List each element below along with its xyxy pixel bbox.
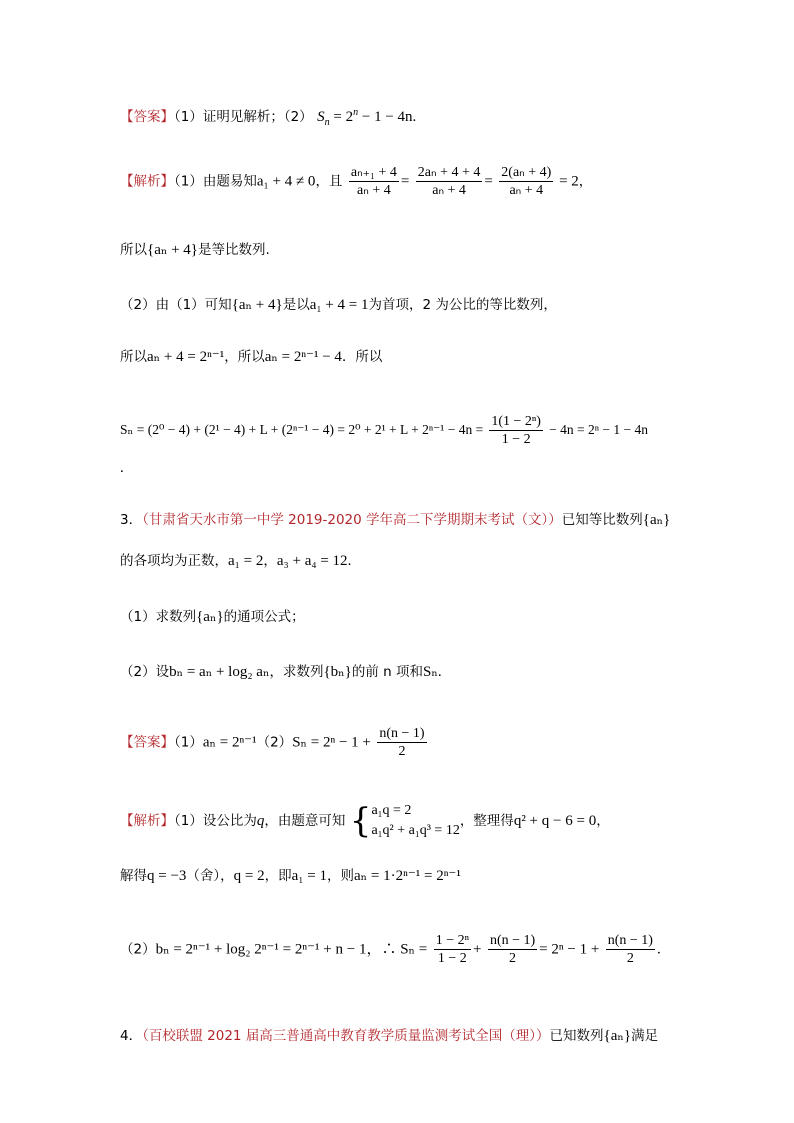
analysis-line-1: 【解析】（1）由题易知a₁ + 4 ≠ 0，且 $\frac{\text{aₙ₊₁ + 4}}{\text{aₙ + 4}}$ = $\frac{\text{2aₙ + 4 + 4}}{\text{aₙ + 4}}$ = $\frac{\text{2(aₙ + 4)}}{\text{aₙ + 4}}$ = 2， bbox=[120, 165, 593, 198]
equation-system: a₁q = 2 a₁q² + a₁q³ = 12 bbox=[371, 803, 460, 838]
part3-fraction-3: $\frac{n(n - 1)}{2}$ bbox=[607, 933, 653, 966]
part2-line-1: （2）由（1）可知{aₙ + 4}是以a₁ + 4 = 1为首项，2 为公比的等比数列， bbox=[120, 297, 557, 313]
condition-formula: a₁ + 4 ≠ 0 bbox=[256, 173, 316, 190]
fraction-3: $\frac{\text{2(aₙ + 4)}}{\text{aₙ + 4}}$ bbox=[501, 165, 552, 198]
sum-formula-line: Sₙ = (2⁰ − 4) + (2¹ − 4) + L + (2ⁿ⁻¹ − 4) = 2⁰ + 2¹ + L + 2ⁿ⁻¹ − 4n = $\frac{\text{1(1 − 2ⁿ)}}{1 - 2}$ − 4n = 2ⁿ − 1 − 4n bbox=[120, 414, 648, 447]
part3-fraction-1: $\frac{\text{1 − 2ⁿ}}{1 - 2}$ bbox=[435, 933, 470, 966]
question-3-line-2: 的各项均为正数，a₁ = 2，a₃ + a₄ = 12. bbox=[120, 553, 352, 569]
question-3-sub-1: （1）求数列{aₙ}的通项公式； bbox=[120, 609, 305, 625]
analysis-tag: 【解析】 bbox=[120, 173, 174, 190]
question-4-line-1: 4．（百校联盟 2021 届高三普通高中教育教学质量监测考试全国（理））已知数列{aₙ}满足 bbox=[120, 1028, 659, 1044]
question-3-line-1: 3．（甘肃省天水市第一中学 2019-2020 学年高二下学期期末考试（文））已知等比数列{aₙ} bbox=[120, 512, 671, 528]
question-number: 3． bbox=[120, 512, 143, 528]
conclusion-line-1: 所以{aₙ + 4}是等比数列. bbox=[120, 242, 270, 258]
fraction-1: $\frac{\text{aₙ₊₁ + 4}}{\text{aₙ + 4}}$ bbox=[350, 165, 397, 198]
solve-line-3: 解得q = −3（舍），q = 2，即a₁ = 1，则aₙ = 1·2ⁿ⁻¹ = 2ⁿ⁻¹ bbox=[120, 868, 461, 884]
brace-symbol: { bbox=[349, 801, 372, 841]
analysis-tag: 【解析】 bbox=[120, 813, 174, 829]
answer-formula: $S_n = 2^n - 1 - 4n$ bbox=[317, 107, 413, 128]
question-source: （百校联盟 2021 届高三普通高中教育教学质量监测考试全国（理）） bbox=[142, 1028, 550, 1044]
question-source: （甘肃省天水市第一中学 2019-2020 学年高二下学期期末考试（文）） bbox=[142, 512, 562, 528]
answer-fraction: $\frac{n(n - 1)}{2}$ bbox=[379, 726, 425, 759]
sum-period: . bbox=[120, 460, 124, 476]
part3-line-2: （2）bₙ = 2ⁿ⁻¹ + log₂ 2ⁿ⁻¹ = 2ⁿ⁻¹ + n − 1，∴ Sₙ = $\frac{\text{1 − 2ⁿ}}{1 - 2}$ + $\frac{n(n - 1)}{2}$ = 2ⁿ − 1 + $\frac{n(n - 1)}{2}$ . bbox=[120, 933, 661, 966]
question-number: 4． bbox=[120, 1028, 143, 1044]
analysis-line-3: 【解析】（1）设公比为q，由题意可知 { a₁q = 2 a₁q² + a₁q³ = 12 ，整理得q² + q − 6 = 0， bbox=[120, 801, 610, 841]
sum-fraction: $\frac{\text{1(1 − 2ⁿ)}}{1 - 2}$ bbox=[491, 414, 541, 447]
answer-tag: 【答案】 bbox=[120, 109, 174, 125]
part3-fraction-2: $\frac{n(n - 1)}{2}$ bbox=[489, 933, 536, 966]
answer-line-1: 【答案】（1）证明见解析；（2） $S_n = 2^n - 1 - 4n$. bbox=[120, 107, 417, 128]
question-3-sub-2: （2）设bₙ = aₙ + log₂ aₙ，求数列{bₙ}的前 n 项和Sₙ. bbox=[120, 664, 442, 680]
answer-line-3: 【答案】（1）aₙ = 2ⁿ⁻¹（2）Sₙ = 2ⁿ − 1 + $\frac{n(n - 1)}{2}$ bbox=[120, 726, 425, 759]
part2-line-2: 所以aₙ + 4 = 2ⁿ⁻¹，所以aₙ = 2ⁿ⁻¹ − 4．所以 bbox=[120, 349, 383, 365]
answer-text: （1）证明见解析；（2） bbox=[174, 109, 313, 125]
answer-tag: 【答案】 bbox=[120, 734, 174, 751]
fraction-2: $\frac{\text{2aₙ + 4 + 4}}{\text{aₙ + 4}}$ bbox=[417, 165, 481, 198]
